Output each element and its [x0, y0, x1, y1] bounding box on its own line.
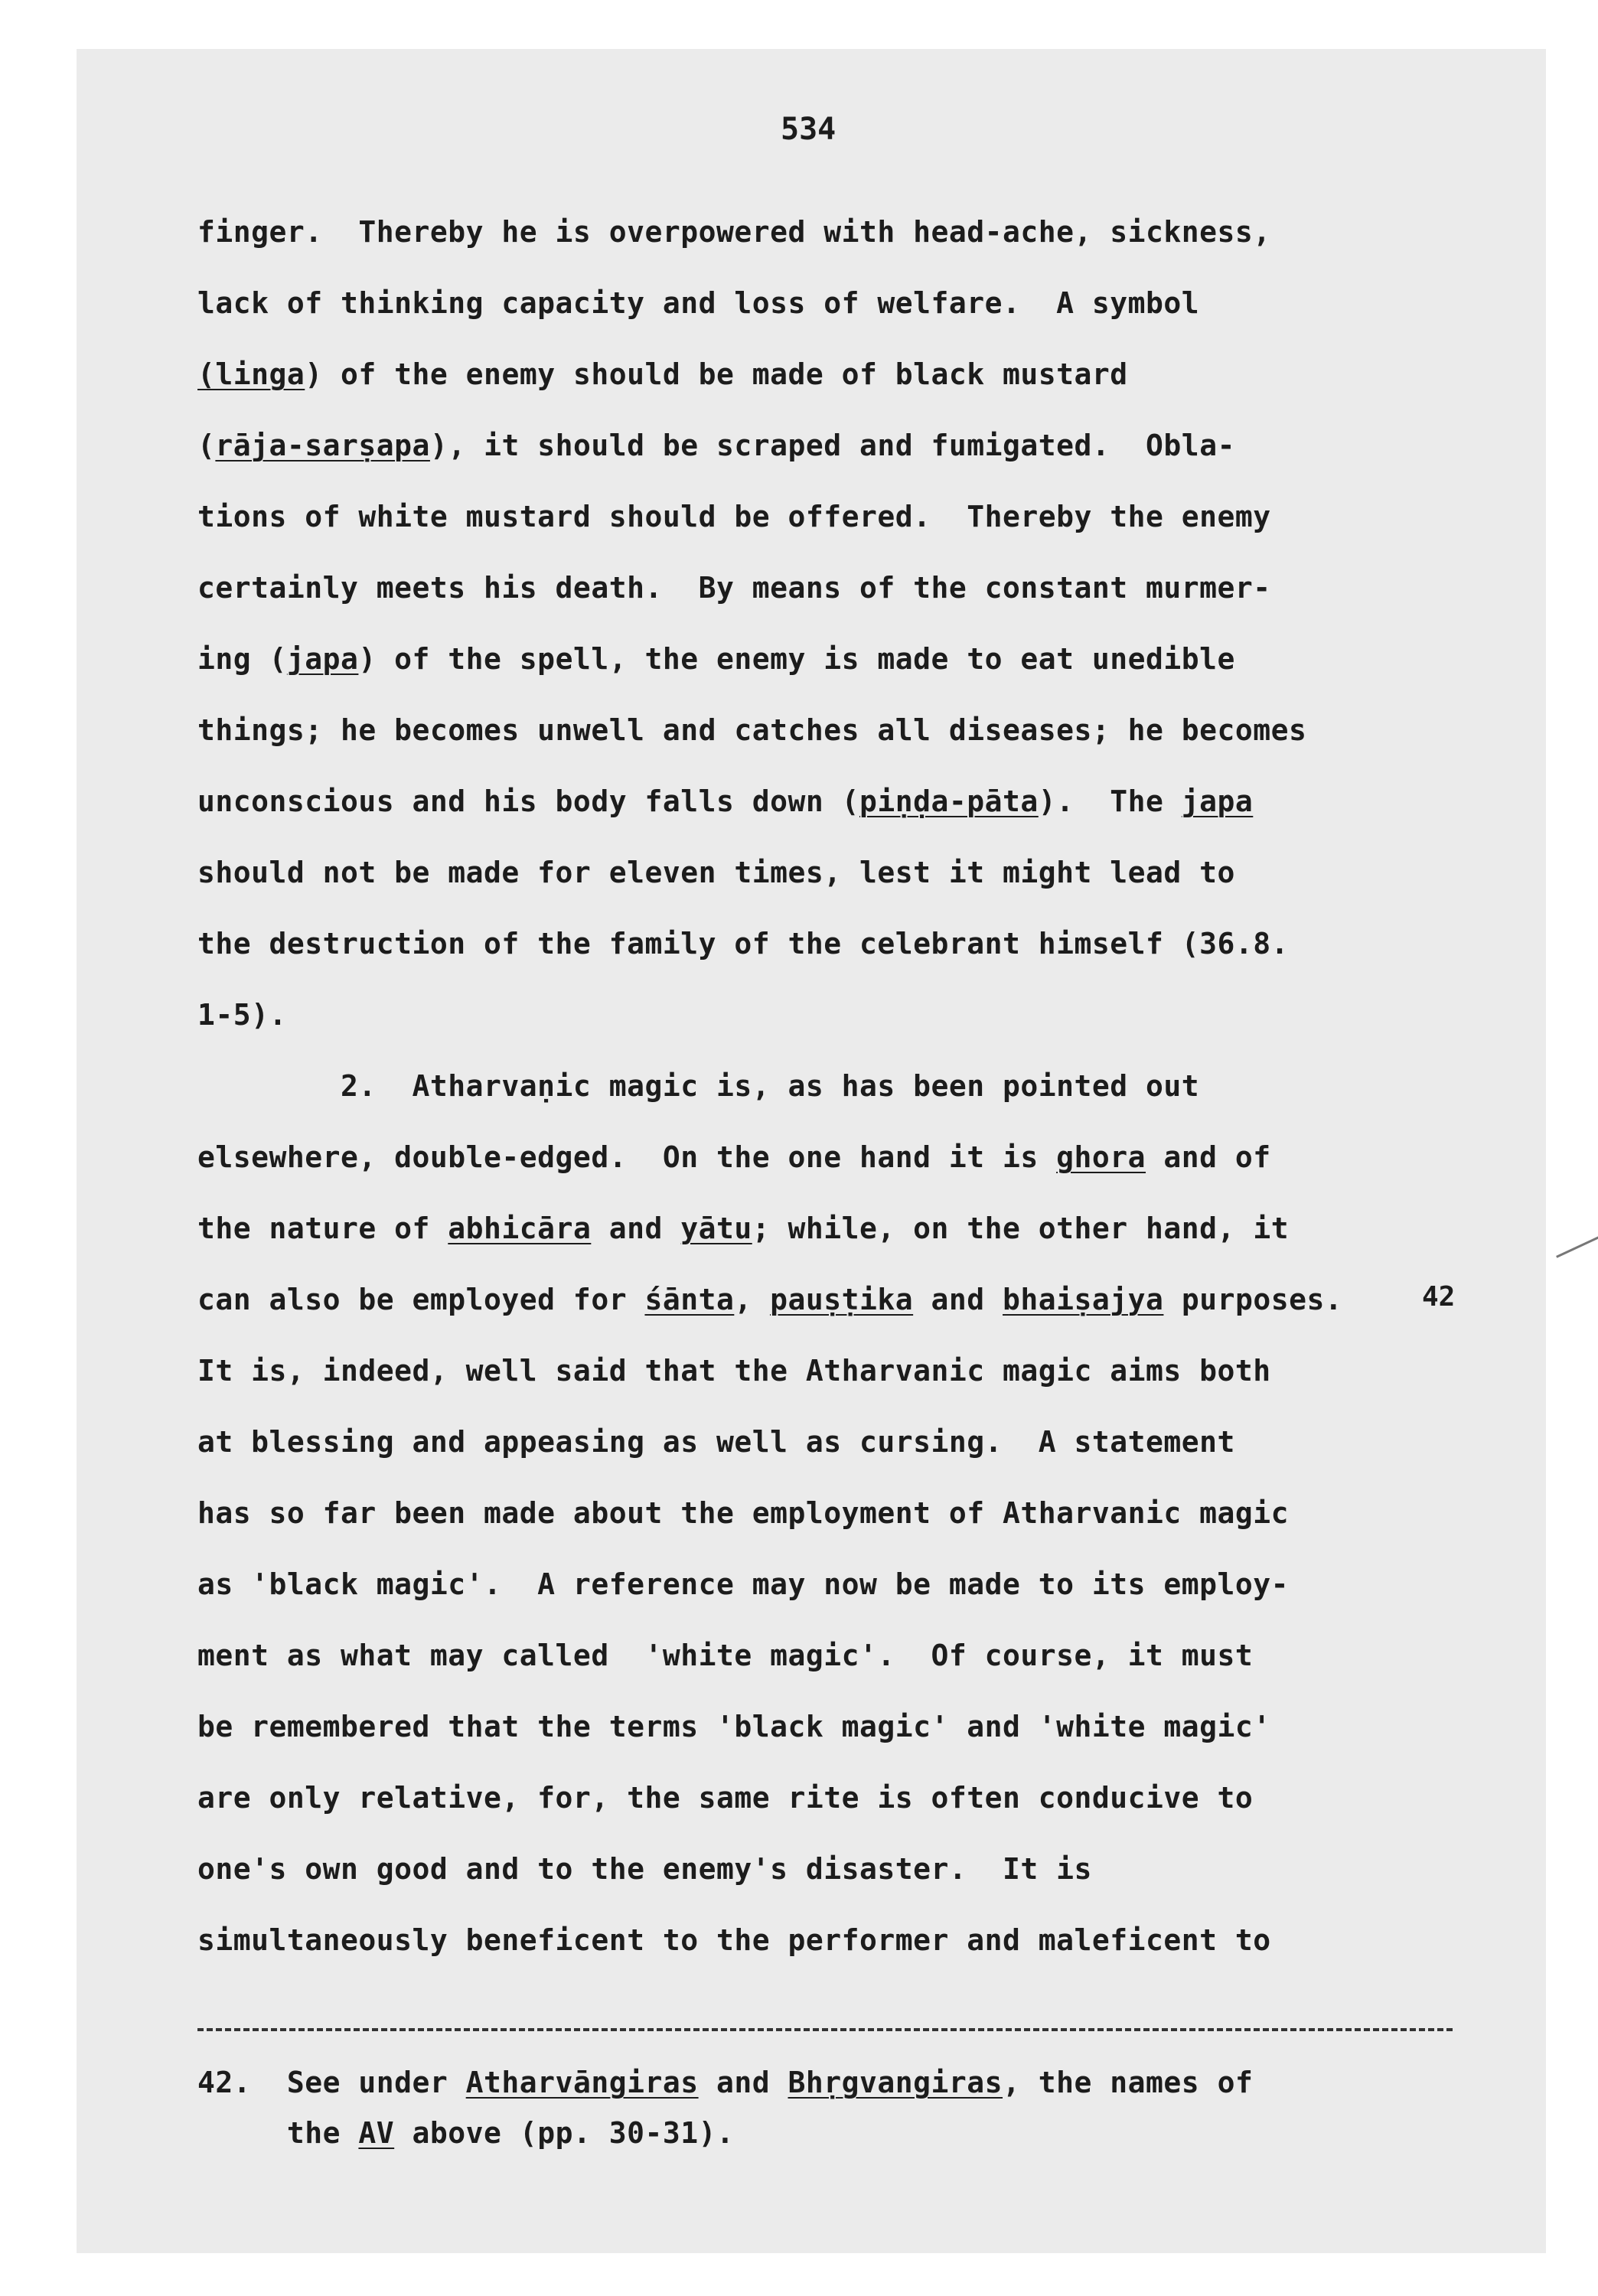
text-run: be remembered that the terms 'black magic' and 'white magic' [197, 1710, 1271, 1743]
text-run: one's own good and to the enemy's disaster. It is [197, 1852, 1092, 1886]
text-run: at blessing and appeasing as well as cursing. A statement [197, 1425, 1235, 1459]
text-run: ( [197, 429, 216, 462]
footnote-line [197, 2118, 734, 2148]
text-run: and [698, 2066, 788, 2099]
text-run: has so far been made about the employment of Atharvanic magic [197, 1496, 1290, 1530]
underlined-term: Atharvāngiras [465, 2066, 699, 2099]
text-line [197, 784, 1254, 818]
text-run: the nature of [197, 1212, 448, 1245]
text-run: 1-5). [197, 998, 287, 1032]
text-run: elsewhere, double-edged. On the one hand it is [197, 1140, 1057, 1174]
text-line [197, 571, 1271, 605]
text-line [197, 1425, 1235, 1459]
underlined-term: bhaiṣajya [1003, 1283, 1164, 1316]
underlined-term: piṇḍa-pāta [859, 784, 1039, 818]
text-run: and of [1146, 1140, 1271, 1174]
text-line [197, 502, 1271, 531]
text-line [197, 357, 1128, 391]
text-line [197, 713, 1307, 747]
text-run: are only relative, for, the same rite is often conducive to [197, 1781, 1254, 1815]
text-run: finger. Thereby he is overpowered with head-ache, sickness, [197, 215, 1271, 249]
underlined-term: pauṣṭika [770, 1283, 914, 1316]
text-line [197, 1496, 1290, 1530]
text-run: and [591, 1212, 681, 1245]
text-run: should not be made for eleven times, lest it might lead to [197, 856, 1235, 889]
text-run: ). The [1038, 784, 1182, 818]
text-run: unconscious and his body falls down ( [197, 784, 859, 818]
underlined-term: Bhṛgvangiras [788, 2066, 1003, 2099]
text-line [197, 1140, 1271, 1174]
text-line [197, 1071, 1199, 1101]
text-run: ing ( [197, 642, 287, 676]
underlined-term: japa [1181, 784, 1254, 818]
text-line [197, 998, 287, 1032]
text-line [197, 1567, 1290, 1601]
text-run: lack of thinking capacity and loss of welfare. A symbol [197, 286, 1200, 320]
text-run: purposes. [1163, 1283, 1343, 1316]
text-line [197, 286, 1200, 320]
footnote-reference: 42 [1422, 1281, 1456, 1313]
text-run: above (pp. 30-31). [394, 2116, 735, 2150]
text-run: simultaneously beneficent to the performer and maleficent to [197, 1923, 1271, 1957]
text-line [197, 215, 1271, 249]
underlined-term: yātu [680, 1212, 752, 1245]
text-line [197, 1214, 1289, 1243]
text-run: ) of the spell, the enemy is made to eat unedible [358, 642, 1235, 676]
text-line [197, 858, 1235, 887]
underlined-term: AV [358, 2116, 395, 2150]
text-run: ment as what may called 'white magic'. Of course, it must [197, 1639, 1254, 1672]
text-run: things; he becomes unwell and catches all diseases; he becomes [197, 713, 1307, 747]
footnote-line [197, 2068, 1253, 2097]
text-run: can also be employed for [197, 1283, 645, 1316]
text-line [197, 1354, 1271, 1388]
text-run: 42. See under [197, 2066, 466, 2099]
text-run: the [197, 2116, 359, 2150]
underlined-term: abhicāra [448, 1212, 592, 1245]
text-run: certainly meets his death. By means of the constant murmer- [197, 571, 1271, 605]
text-run: , [734, 1283, 771, 1316]
underlined-term: śānta [644, 1283, 735, 1316]
text-run: 2. Atharvaṇic magic is, as has been pointed out [197, 1069, 1200, 1103]
text-line [197, 642, 1235, 676]
text-run: as 'black magic'. A reference may now be made to its employ- [197, 1567, 1290, 1601]
text-line [197, 431, 1235, 460]
text-line [197, 1852, 1092, 1886]
text-run: the destruction of the family of the celebrant himself (36.8. [197, 927, 1290, 960]
text-run: ) of the enemy should be made of black mustard [305, 357, 1128, 391]
page-number: 534 [781, 112, 837, 147]
footnote-separator [197, 2028, 1453, 2031]
underlined-term: (linga [197, 357, 305, 391]
text-run: It is, indeed, well said that the Atharvanic magic aims both [197, 1354, 1271, 1388]
text-run: ; while, on the other hand, it [752, 1212, 1290, 1245]
underlined-term: rāja-sarṣapa [215, 429, 430, 462]
text-line [197, 1781, 1254, 1815]
text-line [197, 1923, 1271, 1957]
text-line [197, 929, 1289, 958]
text-line [197, 1285, 1342, 1314]
margin-mark [1556, 1230, 1598, 1258]
text-run: ), it should be scraped and fumigated. Obla- [429, 429, 1235, 462]
underlined-term: japa [286, 642, 359, 676]
text-run: , the names of [1003, 2066, 1254, 2099]
text-line [197, 1712, 1271, 1741]
text-run: tions of white mustard should be offered. Thereby the enemy [197, 500, 1271, 533]
text-run: and [913, 1283, 1003, 1316]
underlined-term: ghora [1056, 1140, 1146, 1174]
text-line [197, 1641, 1253, 1670]
